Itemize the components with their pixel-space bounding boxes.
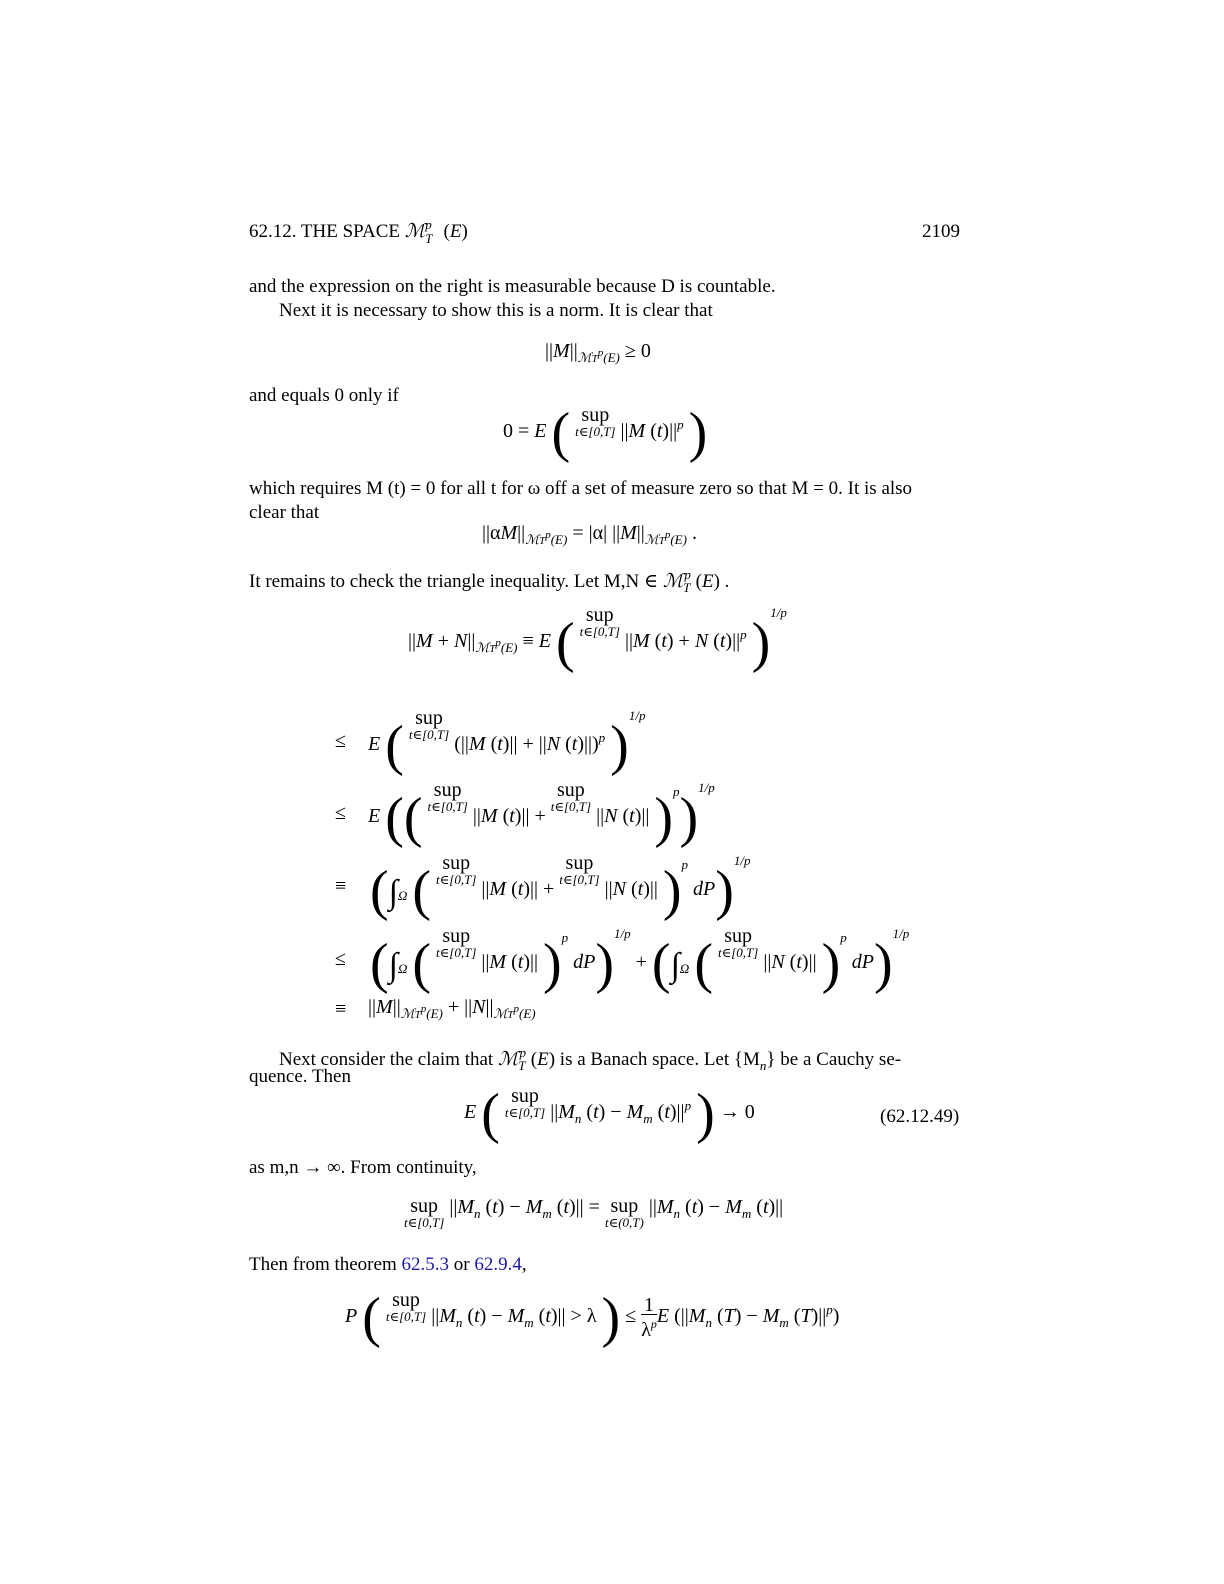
theorem-link-62-9-4[interactable]: 62.9.4 — [474, 1254, 522, 1275]
paragraph-1: and the expression on the right is measurable because D is countable. — [249, 276, 776, 297]
equation-cauchy: E ( sup t∈[0,T] $||M_n$ $(t) - M_m$ $(t)||^p$ ) → 0 — [464, 1083, 755, 1145]
paragraph-4b: clear that — [249, 502, 320, 523]
relation-equiv-2: ≡ — [335, 998, 347, 1020]
paragraph-8: Then from theorem 62.5.3 or 62.9.4, — [249, 1254, 527, 1275]
paragraph-2: Next it is necessary to show this is a norm. It is clear that — [279, 300, 713, 321]
page-number: 2109 — [922, 221, 960, 242]
equation-chain-5: $||M||_{ℳT^p(E)} + ||N||_{ℳT^p(E)}$ — [368, 996, 536, 1021]
relation-equiv-1: ≡ — [335, 875, 347, 897]
relation-leq-2: ≤ — [335, 802, 346, 824]
header-space-symbol: ℳ — [404, 221, 426, 242]
relation-leq-3: ≤ — [335, 948, 346, 970]
header-section: 62.12. THE SPACE — [249, 221, 400, 242]
equation-label: (62.12.49) — [880, 1106, 960, 1127]
equation-maximal-inequality: P ( sup t∈[0,T] $||M_n$ $(t) - M_m$ (t)|| > λ ) ≤ $\frac{1}{\lambda^p}$ E ($||M_n$ $(T) - M_m$ $(T)||^p$) — [345, 1287, 840, 1349]
paragraph-6a: Next consider the claim that ℳ$_T^p$ (E) is a Banach space. Let $\{M_n\}$ be a Cauchy se- — [279, 1045, 902, 1073]
equation-continuity: sup t∈[0,T] $||M_n$ $(t) - M_m$ (t)|| = sup t∈(0,T) $||M_n$ $(t) - M_m$ (t)|| — [404, 1195, 784, 1230]
equation-chain-1: E ( sup t∈[0,T] (||M (t)|| + ||N (t)||)$^p$ )$^{1/p}$ — [368, 707, 646, 777]
relation-leq-1: ≤ — [335, 730, 346, 752]
paragraph-6d: quence. Then — [249, 1066, 351, 1087]
equation-chain-3: ($\int_\Omega$ ( sup t∈[0,T] ||M (t)|| + sup t∈[0,T] ||N (t)|| )$^p$ dP)$^{1/p}$ — [370, 852, 751, 922]
equation-zero-expectation: 0 = E ( sup t∈[0,T] ||M $(t)||^p$ ) — [503, 402, 708, 464]
equation-triangle-def: $||M + N||_{ℳT^p(E)} \equiv E$ ( sup t∈[0,T] ||M (t) + N $(t)||^p$ )$^{1/p}$ — [408, 604, 787, 674]
paragraph-5: It remains to check the triangle inequality. Let M,N ∈ ℳ$_T^p$ (E) . — [249, 567, 730, 595]
paragraph-7: as m,n → ∞. From continuity, — [249, 1157, 477, 1178]
equation-chain-4: ($\int_\Omega$ ( sup t∈[0,T] ||M (t)|| )$^p$ $dP)^{1/p} + (\int_\Omega$ ( sup t∈[0,T] ||N (t)|| )$^p$ dP)$^{1/p}$ — [370, 925, 910, 995]
equation-homogeneity: $||\alpha M||_{ℳT^p(E)} = |\alpha|$ $||M||_{ℳT^p(E)}$ . — [482, 522, 697, 547]
paragraph-3: and equals 0 only if — [249, 385, 399, 406]
paragraph-4a: which requires M (t) = 0 for all t for ω off a set of measure zero so that M = 0. It is also — [249, 478, 913, 499]
equation-chain-2: E (( sup t∈[0,T] ||M (t)|| + sup t∈[0,T] ||N (t)|| )$^p$)$^{1/p}$ — [368, 779, 715, 849]
equation-norm-nonneg: $||M||_{ℳT^p(E)} \ge 0$ — [545, 340, 651, 365]
theorem-link-62-5-3[interactable]: 62.5.3 — [401, 1254, 449, 1275]
running-header: 62.12. THE SPACE ℳ$_T^p$ (E) — [249, 217, 468, 246]
